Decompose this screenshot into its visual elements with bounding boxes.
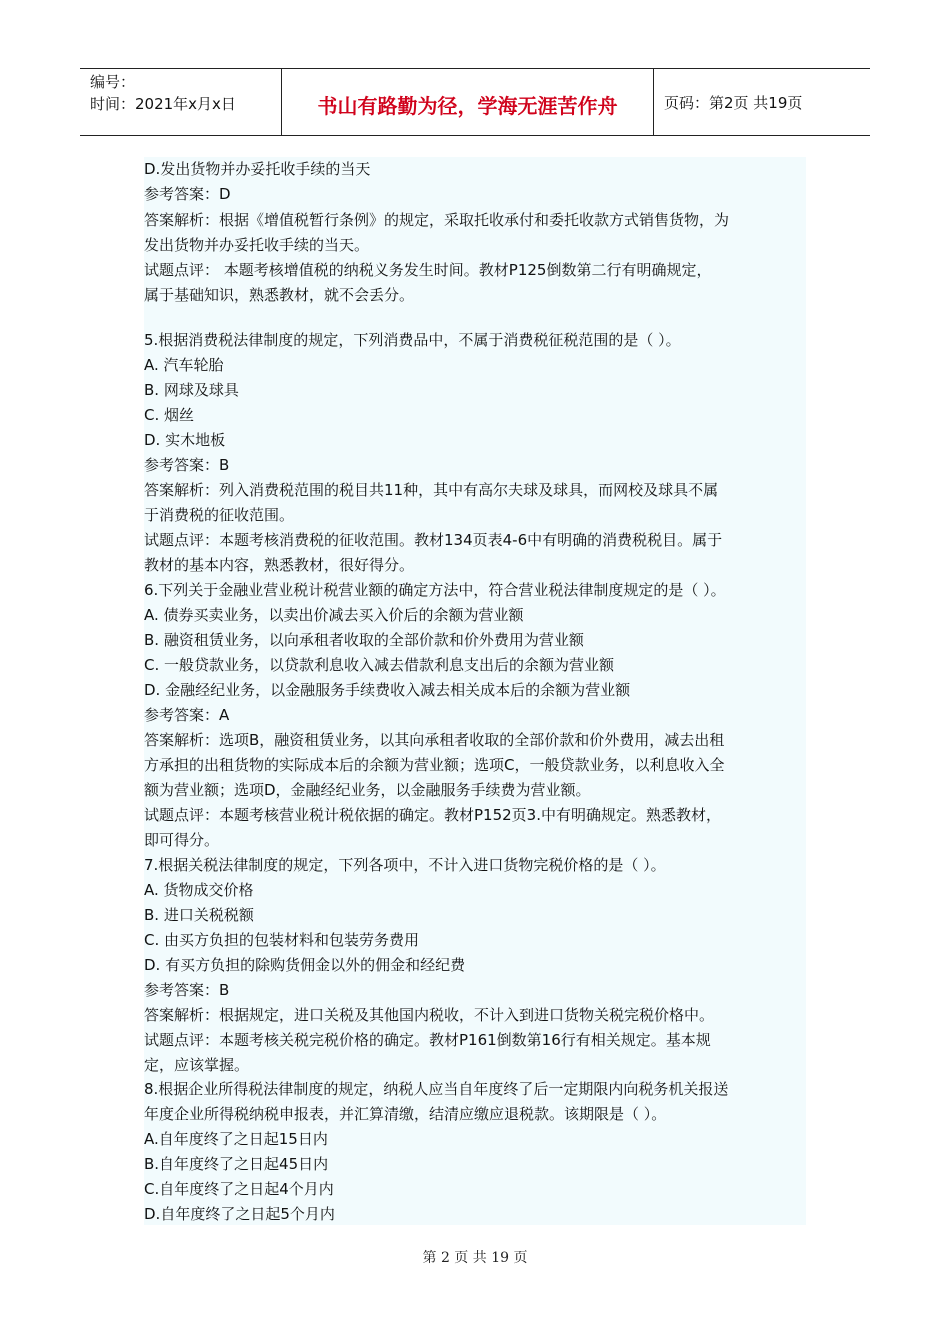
text-line: 答案解析：选项B，融资租赁业务，以其向承租者收取的全部价款和价外费用，减去出租 (144, 731, 725, 749)
header-motto: 书山有路勤为径，学海无涯苦作舟 (282, 69, 654, 135)
text-line: 发出货物并办妥托收手续的当天。 (144, 236, 370, 254)
text-line: 参考答案：D (144, 185, 231, 203)
option-item: A. 货物成交价格 (144, 881, 254, 899)
option-item: C. 由买方负担的包装材料和包装劳务费用 (144, 931, 420, 949)
page-header (80, 68, 870, 136)
text-line: 试题点评：本题考核营业税计税依据的确定。教材P152页3.中有明确规定。熟悉教材， (144, 806, 721, 824)
question-stem: 8.根据企业所得税法律制度的规定，纳税人应当自年度终了后一定期限内向税务机关报送 (144, 1080, 729, 1098)
text-line: D.发出货物并办妥托收手续的当天 (144, 160, 371, 178)
date-label: 时间：2021年x月x日 (90, 95, 236, 113)
question-stem: 6.下列关于金融业营业税计税营业额的确定方法中，符合营业税法律制度规定的是（ ）。 (144, 581, 726, 599)
text-line: 答案解析：根据规定，进口关税及其他国内税收，不计入到进口货物关税完税价格中。 (144, 1006, 715, 1024)
option-item: B. 融资租赁业务，以向承租者收取的全部价款和价外费用为营业额 (144, 631, 584, 649)
option-item: A. 汽车轮胎 (144, 356, 224, 374)
answer-line: 参考答案：A (144, 706, 230, 724)
text-line: 即可得分。 (144, 831, 220, 849)
answer-line: 参考答案：B (144, 456, 230, 474)
option-item: B.自年度终了之日起45日内 (144, 1155, 329, 1173)
text-line: 定，应该掌握。 (144, 1056, 250, 1074)
text-line: 教材的基本内容，熟悉教材，很好得分。 (144, 556, 415, 574)
text-line: 方承担的出租货物的实际成本后的余额为营业额；选项C，一般贷款业务，以利息收入全 (144, 756, 725, 774)
text-line: 试题点评： 本题考核增值税的纳税义务发生时间。教材P125倒数第二行有明确规定， (144, 261, 712, 279)
text-line: 于消费税的征收范围。 (144, 506, 295, 524)
document-body (144, 157, 806, 1225)
answer-line: 参考答案：B (144, 981, 230, 999)
option-item: A. 债券买卖业务，以卖出价减去买入价后的余额为营业额 (144, 606, 524, 624)
option-item: D.自年度终了之日起5个月内 (144, 1205, 335, 1223)
option-item: D. 有买方负担的除购货佣金以外的佣金和经纪费 (144, 956, 466, 974)
header-meta (80, 69, 282, 135)
option-item: A.自年度终了之日起15日内 (144, 1130, 328, 1148)
serial-number-label: 编号： (90, 73, 136, 91)
question-stem: 5.根据消费税法律制度的规定，下列消费品中，不属于消费税征税范围的是（ ）。 (144, 331, 681, 349)
option-item: C.自年度终了之日起4个月内 (144, 1180, 334, 1198)
question-stem: 年度企业所得税纳税申报表，并汇算清缴，结清应缴应退税款。该期限是（ ）。 (144, 1105, 667, 1123)
header-page-info: 页码：第2页 共19页 (664, 93, 803, 112)
text-line: 试题点评：本题考核关税完税价格的确定。教材P161倒数第16行有相关规定。基本规 (144, 1031, 711, 1049)
option-item: C. 一般贷款业务，以贷款利息收入减去借款利息支出后的余额为营业额 (144, 656, 615, 674)
text-line: 属于基础知识，熟悉教材，就不会丢分。 (144, 286, 415, 304)
text-line: 试题点评：本题考核消费税的征收范围。教材134页表4-6中有明确的消费税税目。属于 (144, 531, 723, 549)
text-line: 答案解析：根据《增值税暂行条例》的规定，采取托收承付和委托收款方式销售货物，为 (144, 211, 730, 229)
page-footer: 第 2 页 共 19 页 (422, 1250, 528, 1266)
option-item: B. 网球及球具 (144, 381, 239, 399)
text-line: 额为营业额；选项D，金融经纪业务，以金融服务手续费为营业额。 (144, 781, 591, 799)
question-stem: 7.根据关税法律制度的规定，下列各项中，不计入进口货物完税价格的是（ ）。 (144, 856, 666, 874)
option-item: D. 实木地板 (144, 431, 226, 449)
option-item: D. 金融经纪业务，以金融服务手续费收入减去相关成本后的余额为营业额 (144, 681, 631, 699)
option-item: C. 烟丝 (144, 406, 195, 424)
option-item: B. 进口关税税额 (144, 906, 254, 924)
text-line: 答案解析：列入消费税范围的税目共11种，其中有高尔夫球及球具，而网校及球具不属 (144, 481, 719, 499)
